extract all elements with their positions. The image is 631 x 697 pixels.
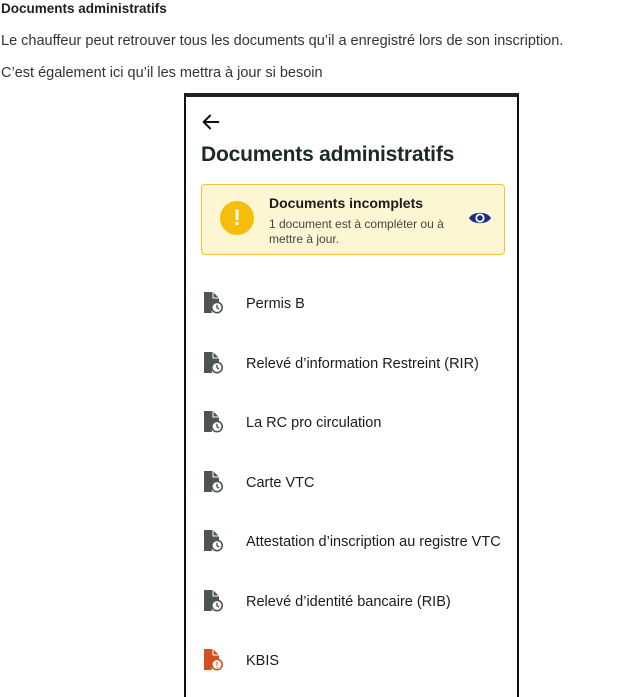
document-item[interactable] (198, 524, 506, 560)
article-paragraph-1: Le chauffeur peut retrouver tous les documents qu’il a enregistré lors de son inscription. (1, 33, 564, 49)
article-paragraph-2: C’est également ici qu’il les mettra à jour si besoin (1, 65, 323, 81)
document-item[interactable] (198, 346, 506, 382)
eye-icon[interactable] (468, 209, 492, 227)
page-title: Documents administratifs (201, 143, 455, 166)
document-label: KBIS (246, 653, 280, 669)
alert-message: 1 document est à compléter ou à mettre à jour. (269, 217, 444, 246)
svg-text:!: ! (215, 660, 219, 670)
document-clock-icon (198, 528, 224, 557)
document-label: Relevé d’identité bancaire (RIB) (246, 594, 451, 610)
document-item[interactable] (198, 405, 506, 441)
document-clock-icon (198, 409, 224, 438)
article-heading: Documents administratifs (1, 1, 167, 16)
document-clock-icon (198, 588, 224, 617)
document-item[interactable] (198, 465, 506, 501)
document-item[interactable] (198, 584, 506, 620)
document-label: Carte VTC (246, 475, 315, 491)
phone-screenshot (184, 93, 519, 697)
document-clock-icon (198, 469, 224, 498)
document-label: Attestation d’inscription au registre VTC (246, 534, 501, 550)
incomplete-documents-alert (201, 184, 505, 255)
document-clock-icon (198, 290, 224, 319)
document-warning-icon (198, 647, 224, 676)
document-label: Relevé d’information Restreint (RIR) (246, 356, 479, 372)
arrow-left-icon[interactable] (200, 111, 222, 133)
alert-title: Documents incomplets (269, 195, 424, 211)
document-clock-icon (198, 350, 224, 379)
document-label: Permis B (246, 296, 305, 312)
document-label: La RC pro circulation (246, 415, 382, 431)
document-item[interactable] (198, 286, 506, 322)
exclamation-icon: ! (220, 201, 254, 235)
document-item[interactable] (198, 643, 506, 679)
